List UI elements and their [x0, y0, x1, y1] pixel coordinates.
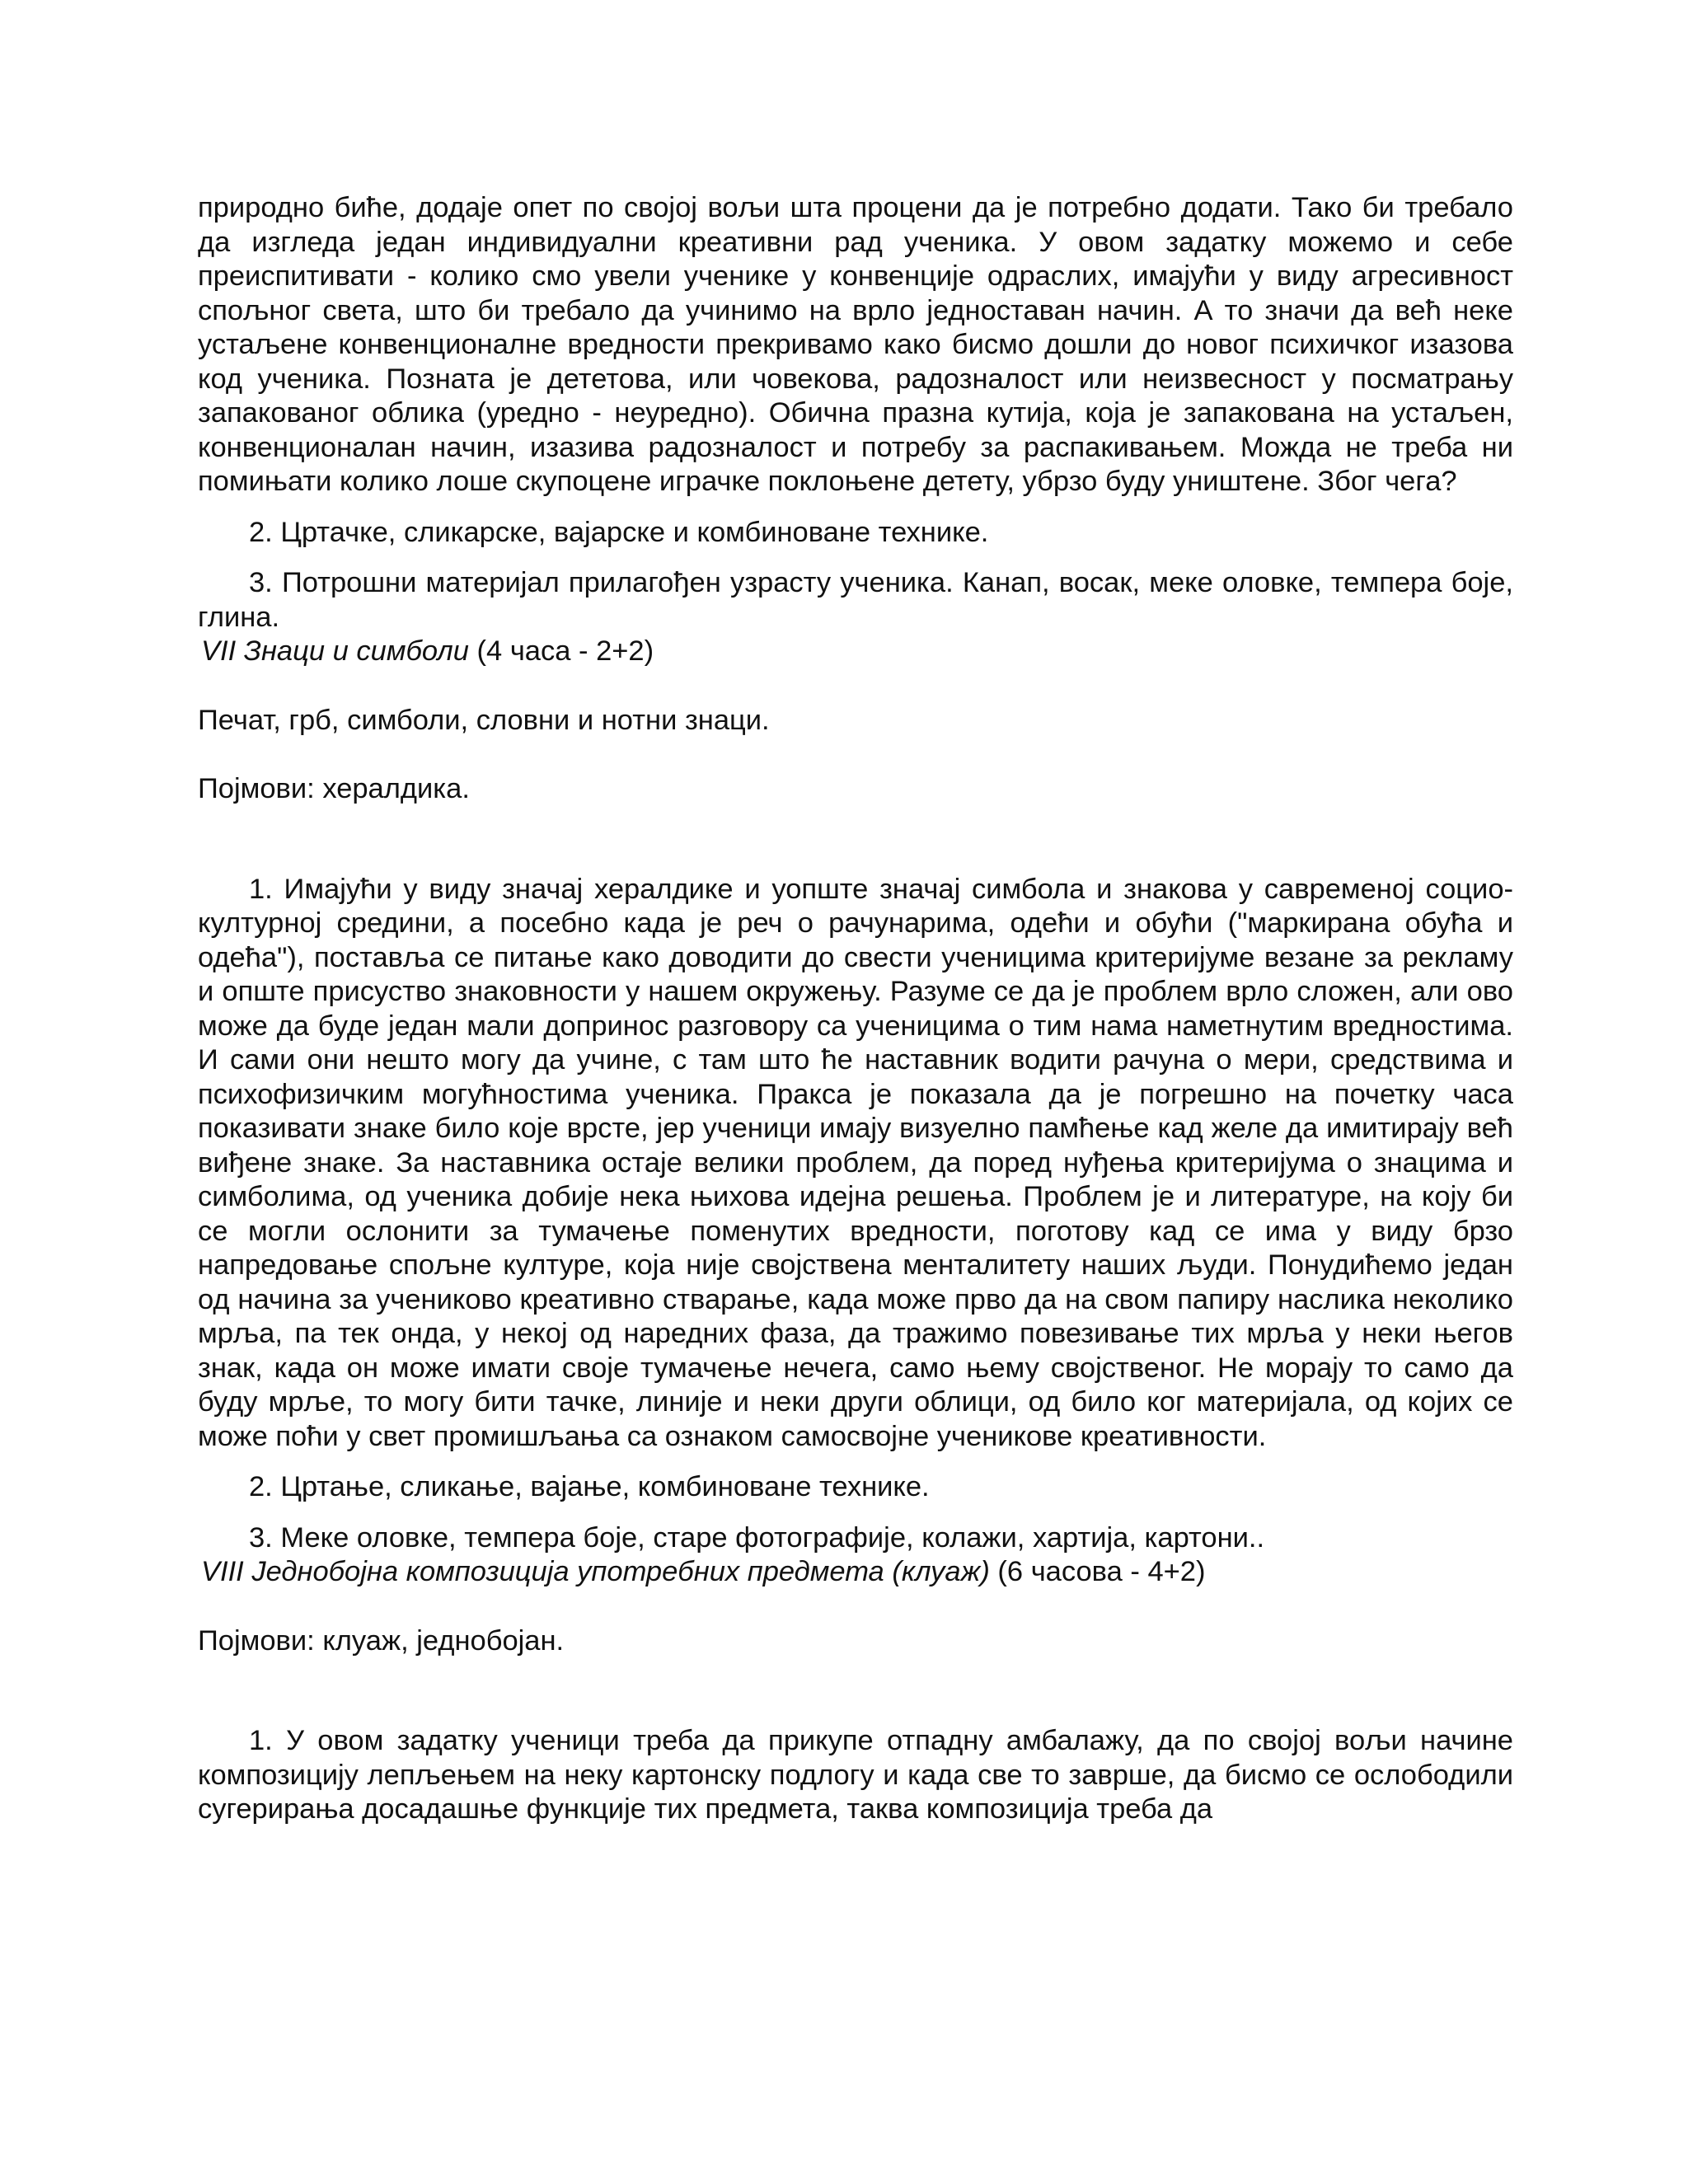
list-item-materials-vii: 3. Меке оловке, темпера боје, старе фотографије, колажи, хартија, картони.. [249, 1521, 1265, 1554]
document-page [198, 191, 1513, 1827]
section-heading-vii [198, 635, 1513, 669]
section-hours-vii: (4 часа - 2+2) [468, 635, 654, 667]
list-item-techniques-vii: 2. Цртање, сликање, вајање, комбиноване технике. [249, 1471, 930, 1502]
paragraph-continuation: природно биће, додаје опет по својој вољи шта процени да је потребно додати. Тако би требало да изгледа један индивидуални креативни рад ученика. У овом задатку можемо и себе преиспитивати - колико смо увели ученике у конвенције одраслих, имајући у виду агресивност спољног света, што би требало да учинимо на врло једноставан начин. А то значи да већ неке устаљене конвенционалне вредности прекривамо како бисмо дошли до новог психичког изазова код ученика. Позната је дететова, или човекова, радозналост или неизвесност у посматрању запакованог облика (уредно - неуредно). Обична празна кутија, која је запакована на устаљен, конвенционалан начин, изазива радозналост и потребу за распакивањем. Можда не треба ни помињати колико лоше скупоцене играчке поклоњене детету, убрзо буду уништене. Због чега? [198, 192, 1513, 497]
section-heading-viii [198, 1555, 1513, 1590]
section-topics-vii: Печат, грб, симболи, словни и нотни знаци. [198, 704, 770, 736]
section-concepts-vii: Појмови: хералдика. [198, 773, 470, 804]
section-concepts-viii: Појмови: клуаж, једнобојан. [198, 1624, 565, 1657]
list-item-collage: 1. У овом задатку ученици треба да прикупе отпадну амбалажу, да по својој вољи начине композицију лепљењем на неку картонску подлогу и када све то заврше, да бисмо се ослободили сугерирања досадашње функције тих предмета, таква композиција треба да [198, 1725, 1513, 1825]
section-title-viii: VIII Једнобојна композиција употребних предмета (клуаж) [201, 1556, 990, 1587]
section-hours-viii: (6 часова - 4+2) [989, 1556, 1206, 1587]
list-item-heraldry: 1. Имајући у виду значај хералдике и уопште значај симбола и знакова у савременој социо-културној средини, а посебно када је реч о рачунарима, одећи и обући ("маркирана обућа и одећа"), поставља се питање како доводити до свести ученицима критеријуме везане за рекламу и опште присуство знаковности у нашем окружењу. Разуме се да је проблем врло сложен, али ово може да буде један мали допринос разговору са ученицима о тим нама наметнутим вредностима. И сами они нешто могу да учине, с там што ће наставник водити рачуна о мери, средствима и психофизичким могућностима ученика. Пракса је показала да је погрешно на почетку часа показивати знаке било које врсте, јер ученици имају визуелно памћење кад желе да имитирају већ виђене знаке. За наставника остаје велики проблем, да поред нуђења критеријума о знацима и симболима, од ученика добије нека њихова идејна решења. Проблем је и литературе, на коју би се могли ослонити за тумачење поменутих вредности, поготову кад се има у виду брзо напредовање спољне културе, која није својствена менталитету наших људи. Понудићемо један од начина за учениково креативно стварање, када може прво да на свом папиру наслика неколико мрља, па тек онда, у некој од наредних фаза, да тражимо повезивање тих мрља у неки његов знак, када он може имати своје тумачење нечега, само њему својственог. Не морају то само да буду мрље, то могу бити тачке, линије и неки други облици, од било ког материјала, од којих се може поћи у свет промишљања са ознаком самосвојне ученикове креативности. [198, 873, 1513, 1452]
section-title-vii: VII Знаци и симболи [201, 635, 469, 667]
list-item-materials: 3. Потрошни материјал прилагођен узрасту ученика. Канап, восак, меке оловке, темпера боје, глина. [198, 567, 1513, 633]
list-item-techniques: 2. Цртачке, сликарске, вајарске и комбиноване технике. [249, 516, 989, 548]
